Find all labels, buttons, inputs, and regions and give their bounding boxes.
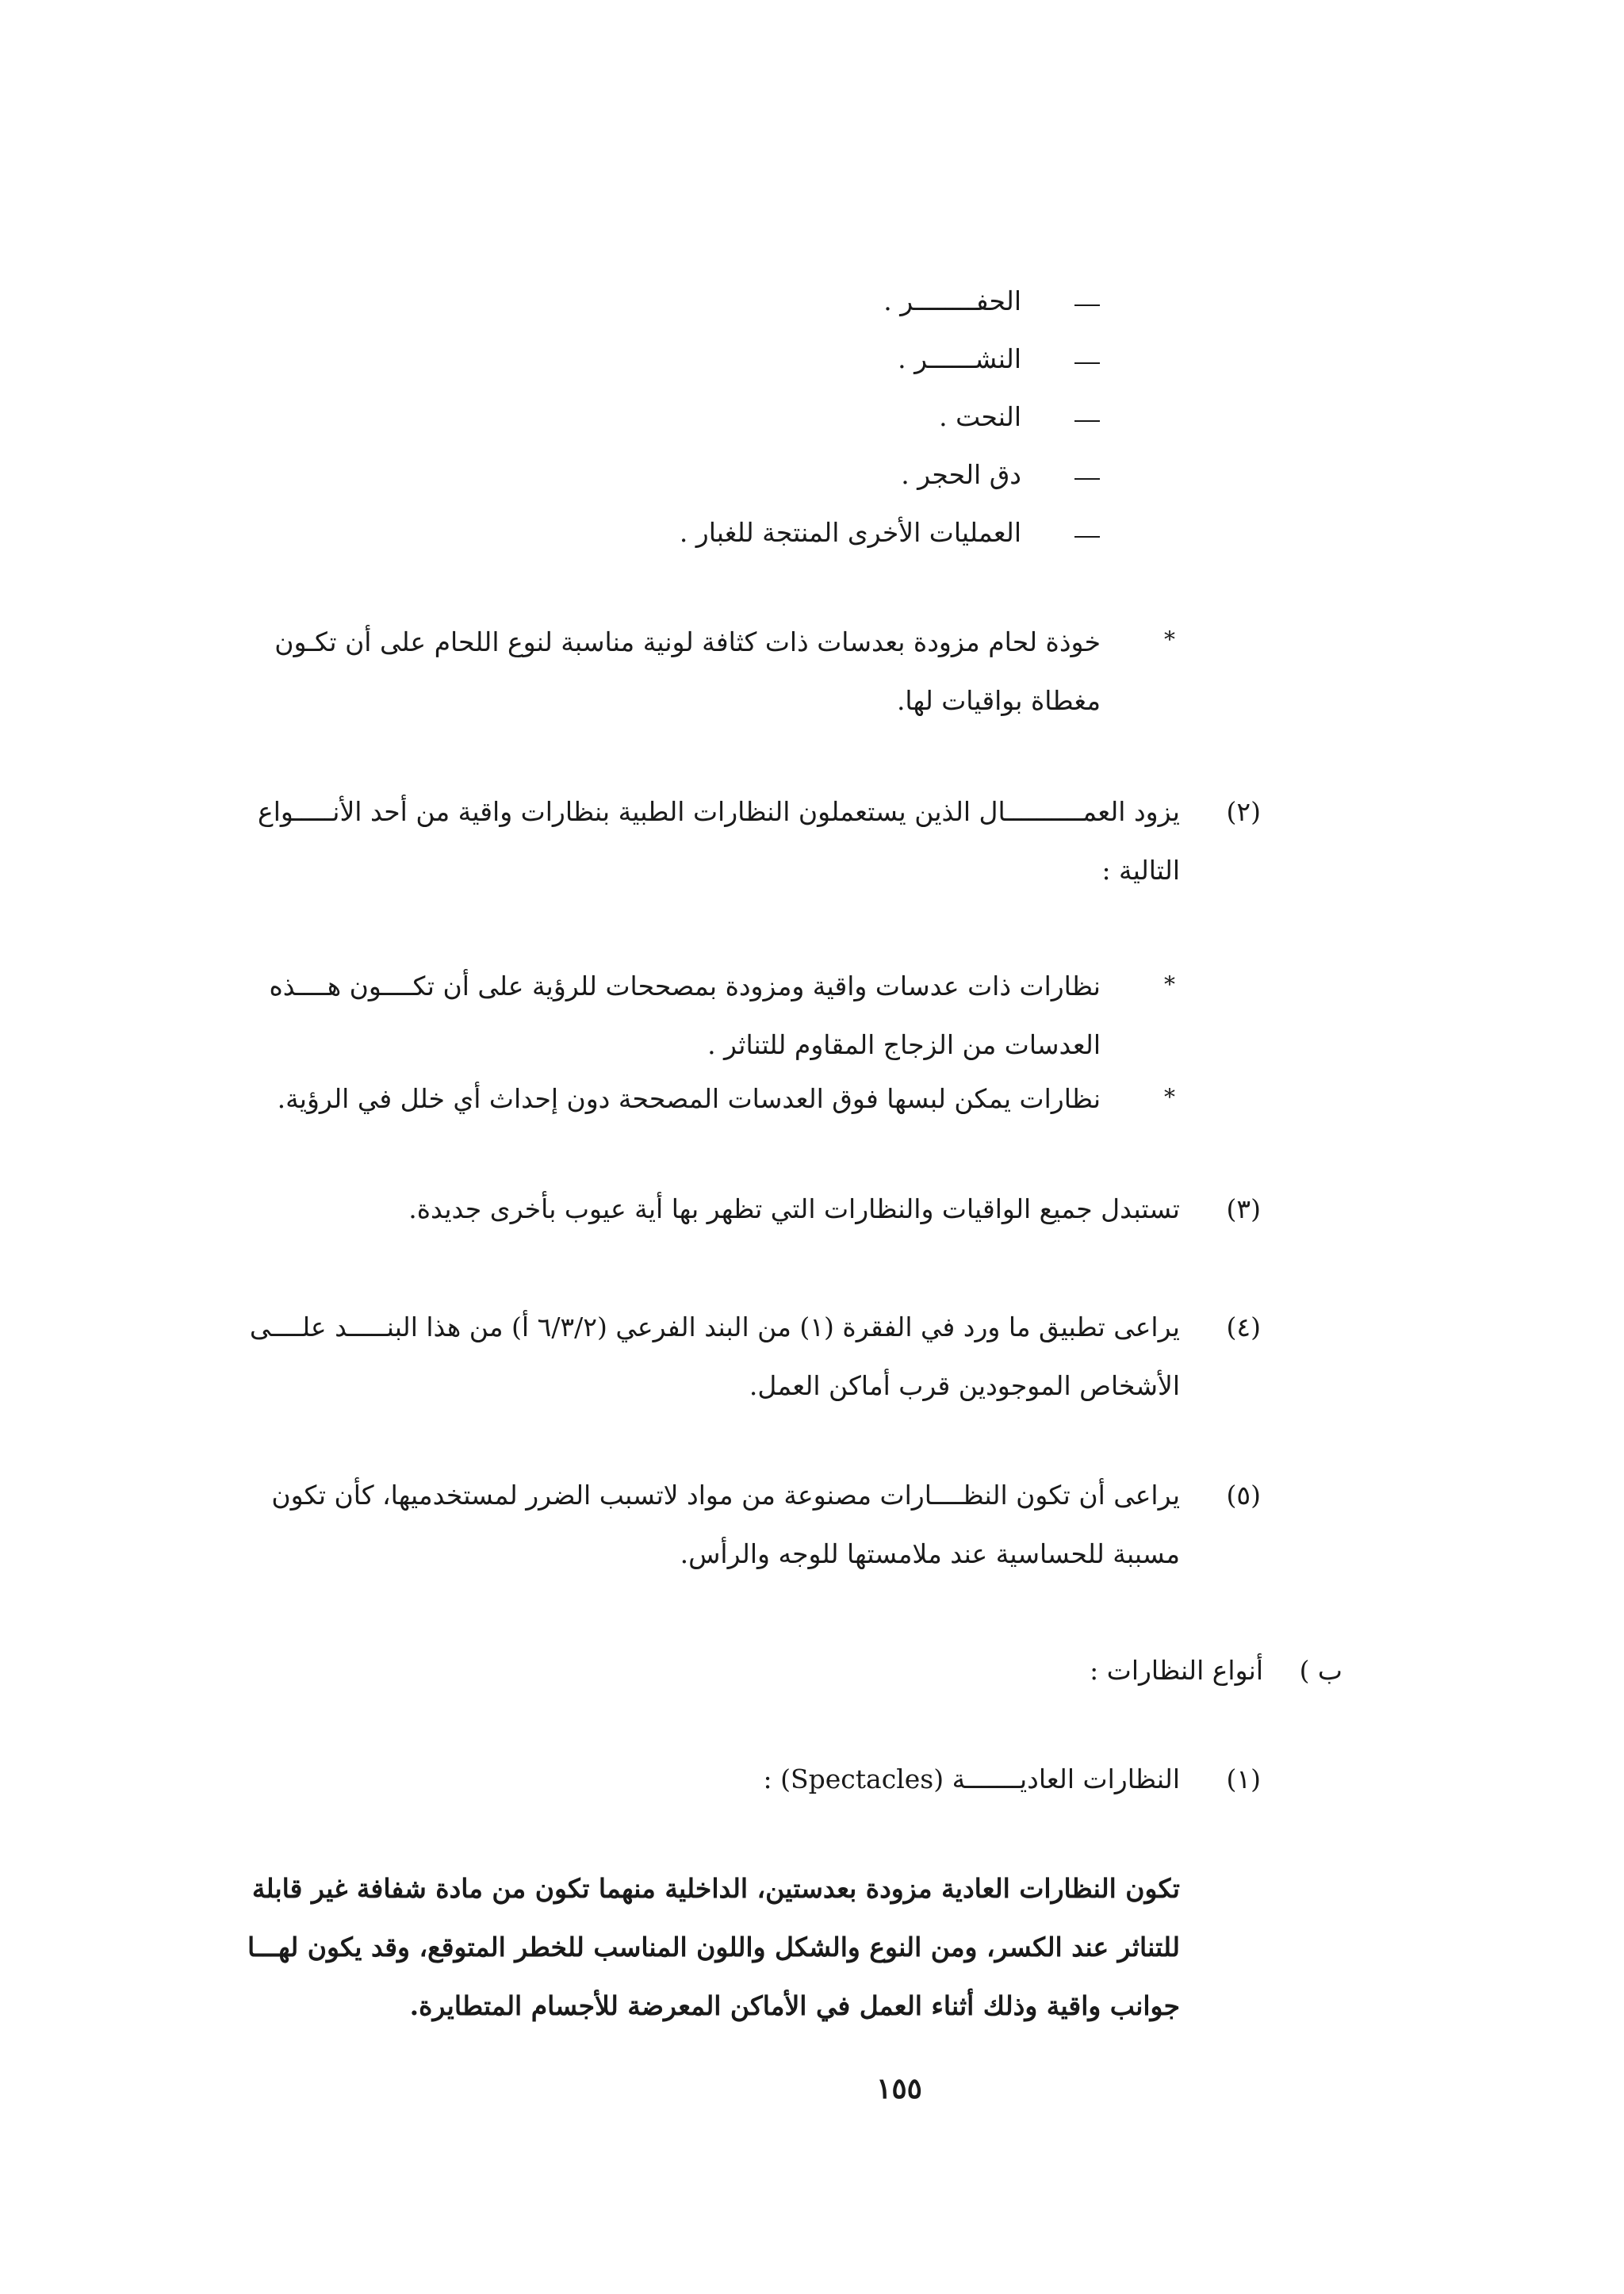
paragraph-line: يراعى أن تكون النظــــارات مصنوعة من مواد لاتسبب الضرر لمستخدميها، كأن تكون: [271, 1480, 1180, 1511]
paragraph-line: الأشخاص الموجودين قرب أماكن العمل.: [749, 1370, 1180, 1401]
item-number: (١): [1226, 1764, 1261, 1794]
paragraph-line: التالية :: [1101, 855, 1180, 886]
item-number: (٢): [1226, 796, 1261, 827]
dash-item-text: النشــــــر .: [898, 343, 1021, 374]
dash-marker: [1074, 304, 1100, 306]
dash-item-text: النحت .: [939, 401, 1021, 432]
paragraph-line: يزود العمــــــــــال الذين يستعملون النظارات الطبية بنظارات واقية من أحد الأنـــــواع: [258, 796, 1180, 827]
paragraph-line: نظارات يمكن لبسها فوق العدسات المصححة دون إحداث أي خلل في الرؤية.: [277, 1083, 1101, 1114]
dash-marker: [1074, 478, 1100, 480]
subsection-title: النظارات العاديـــــــة (Spectacles) :: [763, 1764, 1180, 1794]
paragraph-line: مسببة للحساسية عند ملامستها للوجه والرأس.: [680, 1538, 1180, 1569]
bullet-marker: *: [1164, 971, 1175, 998]
paragraph-line: نظارات ذات عدسات واقية ومزودة بمصححات للرؤية على أن تكــــون هــــذه: [269, 971, 1101, 1001]
dash-item-text: الحفــــــــر .: [883, 285, 1021, 316]
section-title: أنواع النظارات :: [1090, 1655, 1263, 1686]
page-number: ١٥٥: [876, 2072, 923, 2105]
bullet-marker: *: [1164, 626, 1175, 653]
dash-item-text: العمليات الأخرى المنتجة للغبار .: [679, 517, 1021, 548]
paragraph-line: تستبدل جميع الواقيات والنظارات التي تظهر بها أية عيوب بأخرى جديدة.: [408, 1193, 1180, 1224]
paragraph-line: العدسات من الزجاج المقاوم للتناثر .: [707, 1029, 1101, 1060]
bullet-marker: *: [1164, 1084, 1175, 1110]
paragraph-line: خوذة لحام مزودة بعدسات ذات كثافة لونية مناسبة لنوع اللحام على أن تكـون: [274, 626, 1101, 657]
paragraph-line: مغطاة بواقيات لها.: [896, 685, 1101, 716]
item-number: (٥): [1226, 1480, 1261, 1511]
item-number: (٣): [1226, 1193, 1261, 1224]
paragraph-line: يراعى تطبيق ما ورد في الفقرة (١) من البند الفرعي (٦/٣/٢ أ) من هذا البنـــــد علــــى: [249, 1312, 1180, 1342]
paragraph-line: تكون النظارات العادية مزودة بعدستين، الداخلية منهما تكون من مادة شفافة غير قابلة: [251, 1873, 1180, 1904]
dash-marker: [1074, 362, 1100, 364]
paragraph-line: جوانب واقية وذلك أثناء العمل في الأماكن المعرضة للأجسام المتطايرة.: [409, 1990, 1180, 2021]
dash-marker: [1074, 536, 1100, 538]
dash-marker: [1074, 420, 1100, 422]
item-number: (٤): [1226, 1312, 1261, 1342]
section-label: ب ): [1299, 1655, 1342, 1686]
paragraph-line: للتناثر عند الكسر، ومن النوع والشكل واللون المناسب للخطر المتوقع، وقد يكون لهـــا: [247, 1932, 1180, 1963]
dash-item-text: دق الحجر .: [901, 459, 1021, 490]
